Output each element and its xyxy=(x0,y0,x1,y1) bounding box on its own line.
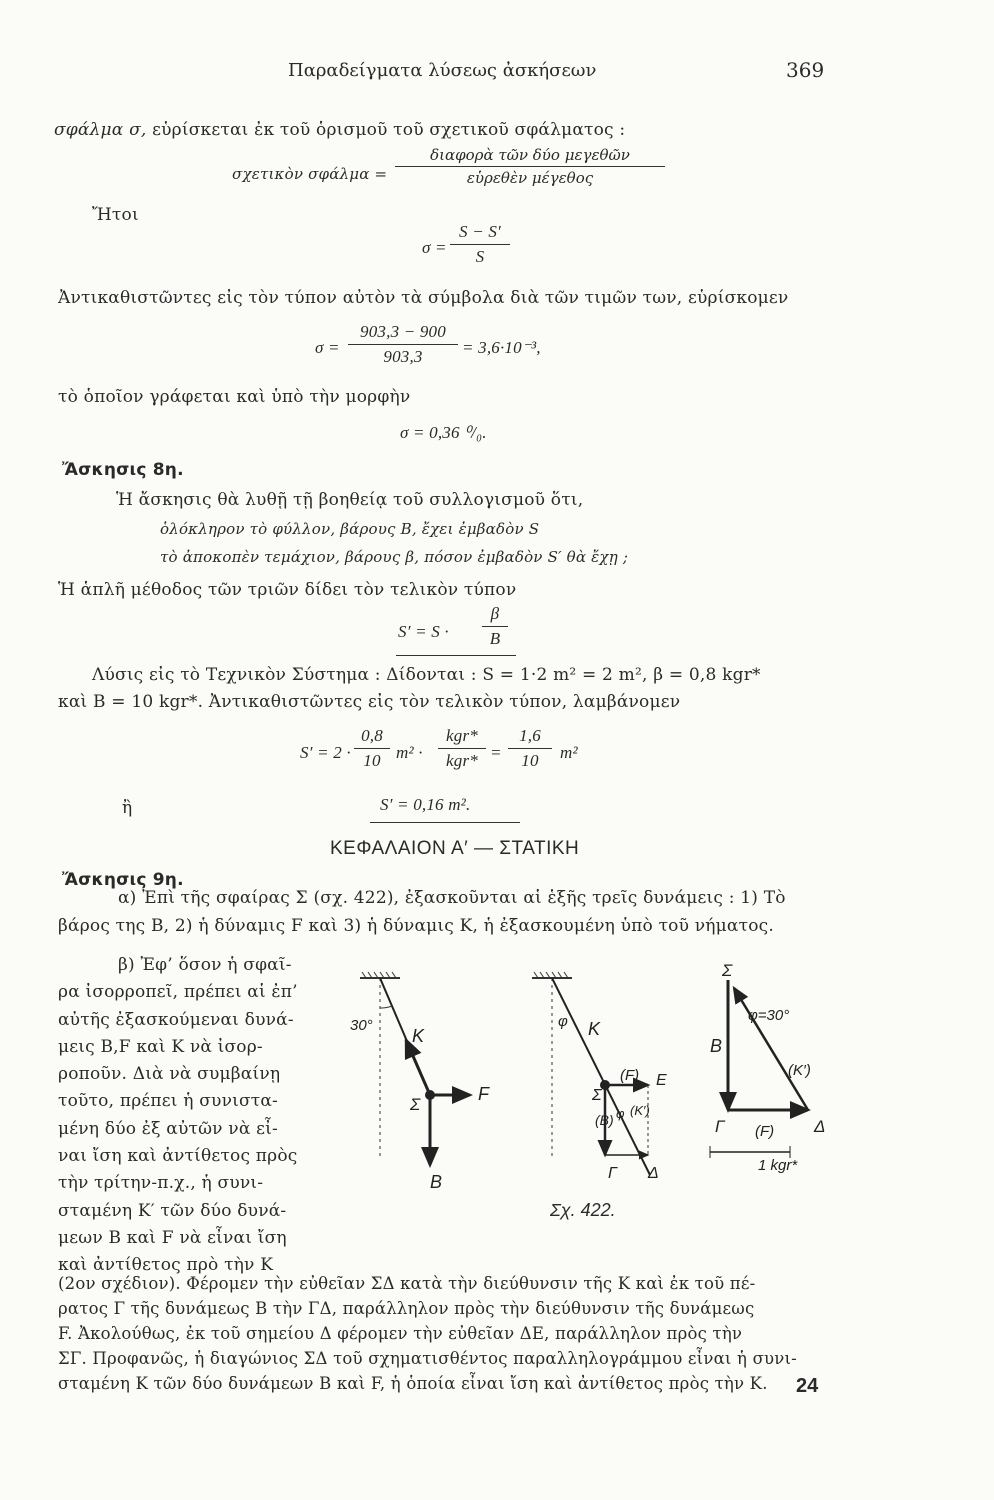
fig1-Sigma: Σ xyxy=(410,1095,421,1114)
ex9-tail-line: (2ον σχέδιον). Φέρομεν τὴν εὐθεῖαν ΣΔ κατὰ τὴν διεύθυνσιν τῆς K καὶ ἐκ τοῦ πέ- xyxy=(58,1274,756,1293)
relative-error-label: σχετικὸν σφάλμα = xyxy=(232,165,388,183)
ex9-b-line: β) Ἐφ’ ὅσον ἡ σφαῖ- xyxy=(118,955,292,975)
ex8-line2: ὁλόκληρον τὸ φύλλον, βάρους B, ἔχει ἐμβαδὸν S xyxy=(160,520,540,538)
eta-word: ἢ xyxy=(122,798,133,818)
ex9-b-line: μένη δύο ἐξ αὐτῶν νὰ εἶ- xyxy=(58,1118,278,1139)
fig2-K: K xyxy=(588,1019,601,1039)
intro-line1-text: εὑρίσκεται ἐκ τοῦ ὁρισμοῦ τοῦ σχετικοῦ σφάλματος : xyxy=(152,120,626,140)
fig3-B: B xyxy=(710,1036,723,1056)
ex9-b-line: τοῦτο, πρέπει ἡ συνιστα- xyxy=(58,1091,279,1112)
solution-line2: καὶ B = 10 kgr*. Ἀντικαθιστῶντες εἰς τὸν τελικὸν τύπον, λαμβάνομεν xyxy=(58,692,681,712)
calc-den: 903,3 xyxy=(383,347,423,366)
formula-underline xyxy=(396,655,516,656)
ex9-tail-line: ΣΓ. Προφανῶς, ἡ διαγώνιος ΣΔ τοῦ σχηματισθέντος παραλληλογράμμου εἶναι ἡ συνι- xyxy=(58,1349,797,1368)
hetoi: Ἤτοι xyxy=(92,205,139,225)
ex9-b-column xyxy=(58,952,298,1280)
exercise-8-title: Ἄσκησις 8η. xyxy=(62,460,184,480)
figure-2 xyxy=(532,972,667,1182)
eq-frac1 xyxy=(354,726,390,771)
eq-left: S′ = 2 · xyxy=(300,743,351,762)
formula-left: S′ = S · xyxy=(398,622,449,641)
fig3-Kp: (K′) xyxy=(788,1062,811,1079)
fig2-Delta: Δ xyxy=(648,1165,659,1182)
ex9-tail-line: F. Ἀκολούθως, ἐκ τοῦ σημείου Δ φέρομεν τὴν εὐθεῖαν ΔE, παράλληλον πρὸς τὴν xyxy=(58,1324,743,1343)
fig1-F: F xyxy=(478,1084,489,1104)
fig3-Gamma: Γ xyxy=(715,1117,725,1136)
fig1-K: K xyxy=(412,1026,425,1046)
ex8-line3: τὸ ἀποκοπὲν τεμάχιον, βάρους β, πόσον ἐμβαδὸν S′ θὰ ἔχῃ ; xyxy=(160,548,629,566)
ex9-b-line: ναι ἴση καὶ ἀντίθετος πρὸς xyxy=(58,1146,298,1167)
relative-error-fraction xyxy=(395,146,665,187)
ex9-tail-line: σταμένη K τῶν δύο δυνάμεων B καὶ F, ἡ ὁποία εἶναι ἴση καὶ ἀντίθετος πρὸς τὴν K. xyxy=(58,1374,768,1393)
rel-num: διαφορὰ τῶν δύο μεγεθῶν xyxy=(430,146,630,164)
ex9-a1: α) Ἐπὶ τῆς σφαίρας Σ (σχ. 422), ἐξασκοῦνται αἱ ἑξῆς τρεῖς δυνάμεις : 1) Τὸ xyxy=(118,888,786,908)
fig1-angle: 30° xyxy=(350,1017,373,1034)
rel-den: εὑρεθὲν μέγεθος xyxy=(466,169,594,187)
ex9-b-line: καὶ ἀντίθετος πρὸ τὴν K xyxy=(58,1255,274,1276)
ex8-line1: Ἡ ἄσκησις θὰ λυθῇ τῇ βοηθείᾳ τοῦ συλλογισμοῦ ὅτι, xyxy=(116,490,584,510)
fig2-Kp-paren: (K′) xyxy=(630,1103,650,1118)
chapter-title: ΚΕΦΑΛΑΙΟΝ Α′ — ΣΤΑΤΙΚΗ xyxy=(330,838,580,859)
fig3-angle: φ=30° xyxy=(748,1007,790,1024)
intro-line1 xyxy=(54,120,625,140)
eq-mid: m² · xyxy=(396,743,423,762)
ex9-b-line: σταμένη K′ τῶν δύο δυνά- xyxy=(58,1200,287,1221)
fig2-F-paren: (F) xyxy=(620,1067,640,1084)
calc-result: = 3,6·10⁻³, xyxy=(462,338,541,357)
ex9-a2: βάρος της B, 2) ἡ δύναμις F καὶ 3) ἡ δύναμις K, ἡ ἐξασκουμένη ὑπὸ τοῦ νήματος. xyxy=(58,916,774,936)
figure-422 xyxy=(330,960,850,1220)
eq-unit: m² xyxy=(560,743,578,762)
eq-f1-den: 10 xyxy=(363,751,381,770)
fig3-F-paren: (F) xyxy=(755,1123,775,1140)
figure-caption: Σχ. 422. xyxy=(550,1200,616,1220)
fig2-phi: φ xyxy=(616,1106,625,1121)
running-title: Παραδείγματα λύσεως ἀσκήσεων xyxy=(288,60,597,81)
page-number: 369 xyxy=(786,58,825,82)
fig1-B: B xyxy=(430,1172,443,1192)
ex9-tail-line: ρατος Γ τῆς δυνάμεως B τὴν ΓΔ, παράλληλον πρὸς τὴν διεύθυνσιν τῆς δυνάμεως xyxy=(58,1299,755,1318)
fig2-angle: φ xyxy=(558,1013,568,1030)
figure-1 xyxy=(350,972,490,1192)
exercise-9-title: Ἄσκησις 9η. xyxy=(62,870,184,890)
lead-word: σφάλμα σ, xyxy=(54,120,147,140)
fig2-Sigma: Σ xyxy=(592,1087,602,1104)
sigma-den: S xyxy=(475,247,485,266)
calc-eq: σ = xyxy=(315,338,340,357)
eq-f3-num: 1,6 xyxy=(519,726,541,745)
ex9-b-line: τὴν τρίτην-π.χ., ἡ συνι- xyxy=(58,1173,264,1194)
formula-fraction xyxy=(482,604,508,649)
substitute-line: Ἀντικαθιστῶντες εἰς τὸν τύπον αὐτὸν τὰ σύμβολα διὰ τῶν τιμῶν των, εὑρίσκομεν xyxy=(58,288,789,308)
calc-fraction xyxy=(348,322,458,367)
eq-frac2 xyxy=(438,726,486,771)
eq-equals: = xyxy=(490,743,502,762)
figure-3 xyxy=(710,961,825,1174)
written-as: τὸ ὁποῖον γράφεται καὶ ὑπὸ τὴν μορφὴν xyxy=(58,387,411,407)
percent-value: σ = 0,36 ⁰/₀. xyxy=(400,423,487,442)
eq-f3-den: 10 xyxy=(521,751,539,770)
ex9-tail xyxy=(58,1271,797,1396)
fig3-Delta: Δ xyxy=(814,1117,826,1136)
eq-f2-den: kgr* xyxy=(446,751,478,770)
ex9-b-line: αὐτῆς ἐξασκούμεναι δυνά- xyxy=(58,1009,294,1030)
ex8-line4: Ἡ ἁπλῆ μέθοδος τῶν τριῶν δίδει τὸν τελικὸν τύπον xyxy=(58,580,517,600)
result: S′ = 0,16 m². xyxy=(380,795,471,814)
sigma-fraction xyxy=(450,222,510,267)
formula-den: B xyxy=(489,629,501,648)
result-underline xyxy=(370,822,520,823)
sigma-eq: σ = xyxy=(422,238,447,257)
fig3-Sigma: Σ xyxy=(722,961,733,980)
sigma-num: S − S′ xyxy=(459,222,501,241)
fig3-scale: 1 kgr* xyxy=(758,1157,798,1174)
ex9-b-line: μεις B,F καὶ K νὰ ἰσορ- xyxy=(58,1036,263,1057)
ex9-b-line: μεων B καὶ F νὰ εἶναι ἴση xyxy=(58,1227,287,1248)
printer-signature: 24 xyxy=(796,1375,819,1397)
eq-frac3 xyxy=(508,726,552,771)
fig2-B-paren: (B) xyxy=(595,1112,614,1128)
fig2-E: E xyxy=(656,1072,667,1089)
eq-f2-num: kgr* xyxy=(446,726,478,745)
ex9-b-line: ρα ἰσορροπεῖ, πρέπει αἱ ἐπ’ xyxy=(58,982,298,1003)
eq-f1-num: 0,8 xyxy=(361,726,383,745)
formula-num: β xyxy=(490,604,500,623)
calc-num: 903,3 − 900 xyxy=(360,322,446,341)
solution-line1: Λύσις εἰς τὸ Τεχνικὸν Σύστημα : Δίδονται : S = 1·2 m² = 2 m², β = 0,8 kgr* xyxy=(92,665,761,685)
ex9-b-line: ροποῦν. Διὰ νὰ συμβαίνῃ xyxy=(58,1064,281,1085)
fig2-Gamma: Γ xyxy=(608,1165,618,1182)
